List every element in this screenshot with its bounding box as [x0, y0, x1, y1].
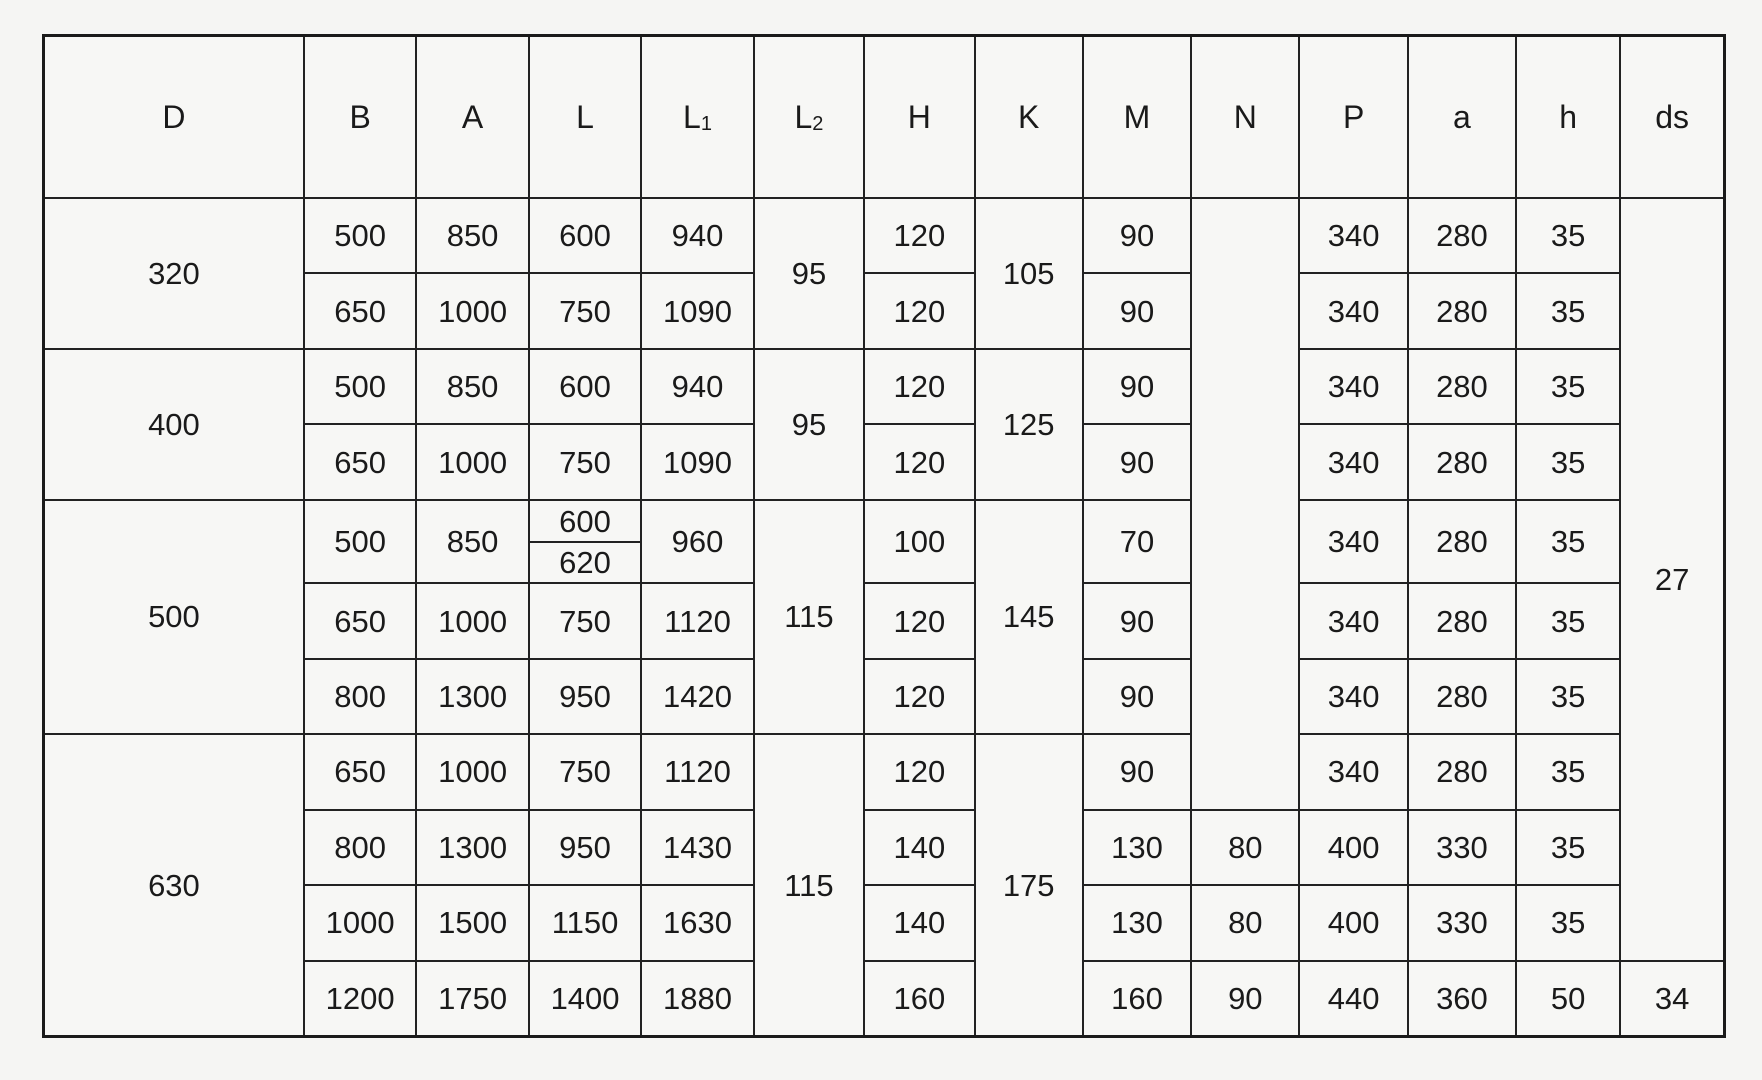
- cell-L: 600: [529, 198, 641, 273]
- cell-L1: 1090: [641, 424, 753, 499]
- cell-h: 35: [1516, 198, 1620, 273]
- cell-h: 35: [1516, 424, 1620, 499]
- cell-M: 90: [1083, 273, 1191, 348]
- header-row: [44, 36, 1725, 199]
- cell-N: 90: [1191, 961, 1299, 1037]
- cell-L1: 960: [641, 500, 753, 584]
- cell-H: 120: [864, 349, 974, 424]
- cell-L: 750: [529, 583, 641, 658]
- cell-h: 35: [1516, 810, 1620, 885]
- cell-B: 1000: [304, 885, 416, 960]
- cell-M: 90: [1083, 659, 1191, 734]
- cell-P: 340: [1299, 273, 1407, 348]
- cell-P: 400: [1299, 810, 1407, 885]
- cell-a: 280: [1408, 349, 1516, 424]
- cell-A: 1000: [416, 273, 528, 348]
- cell-P: 340: [1299, 500, 1407, 584]
- cell-B: 650: [304, 424, 416, 499]
- cell-L: 600: [529, 349, 641, 424]
- cell-L: 750: [529, 734, 641, 809]
- cell-P: 340: [1299, 198, 1407, 273]
- cell-L-upper: 600: [559, 503, 611, 539]
- cell-D: 320: [44, 198, 304, 349]
- cell-L-lower: 620: [530, 541, 640, 582]
- cell-h: 35: [1516, 500, 1620, 584]
- cell-M: 90: [1083, 198, 1191, 273]
- cell-A: 1750: [416, 961, 528, 1037]
- cell-A: 850: [416, 500, 528, 584]
- cell-M: 70: [1083, 500, 1191, 584]
- cell-a: 280: [1408, 198, 1516, 273]
- dimension-table: [42, 34, 1726, 1038]
- cell-L1: 1120: [641, 734, 753, 809]
- cell-L1: 1090: [641, 273, 753, 348]
- cell-h: 35: [1516, 734, 1620, 809]
- cell-B: 800: [304, 659, 416, 734]
- header-A: A: [416, 36, 528, 199]
- cell-A: 1000: [416, 583, 528, 658]
- cell-M: 90: [1083, 583, 1191, 658]
- cell-H: 120: [864, 273, 974, 348]
- cell-h: 35: [1516, 885, 1620, 960]
- table-row: [44, 734, 1725, 809]
- header-H: H: [864, 36, 974, 199]
- cell-A: 850: [416, 349, 528, 424]
- cell-M: 130: [1083, 885, 1191, 960]
- cell-B: 650: [304, 734, 416, 809]
- cell-h: 35: [1516, 273, 1620, 348]
- cell-M: 160: [1083, 961, 1191, 1037]
- header-L: L: [529, 36, 641, 199]
- cell-a: 280: [1408, 500, 1516, 584]
- cell-H: 140: [864, 810, 974, 885]
- cell-P: 340: [1299, 349, 1407, 424]
- cell-L1: 1880: [641, 961, 753, 1037]
- cell-D: 500: [44, 500, 304, 734]
- header-M: M: [1083, 36, 1191, 199]
- table-row: [44, 500, 1725, 584]
- cell-A: 1000: [416, 734, 528, 809]
- cell-A: 850: [416, 198, 528, 273]
- cell-K: 145: [975, 500, 1083, 734]
- cell-B: 800: [304, 810, 416, 885]
- cell-L: 750: [529, 424, 641, 499]
- cell-a: 360: [1408, 961, 1516, 1037]
- cell-L: 950: [529, 659, 641, 734]
- cell-L: 1400: [529, 961, 641, 1037]
- cell-N: 80: [1191, 885, 1299, 960]
- cell-H: 120: [864, 583, 974, 658]
- header-K: K: [975, 36, 1083, 199]
- cell-A: 1300: [416, 810, 528, 885]
- cell-L: 950: [529, 810, 641, 885]
- cell-h: 35: [1516, 659, 1620, 734]
- cell-N: 80: [1191, 810, 1299, 885]
- table-row: [44, 349, 1725, 424]
- cell-h: 35: [1516, 349, 1620, 424]
- cell-K: 105: [975, 198, 1083, 349]
- cell-H: 140: [864, 885, 974, 960]
- cell-P: 400: [1299, 885, 1407, 960]
- cell-L-split: [529, 500, 641, 584]
- cell-ds: 27: [1620, 198, 1724, 961]
- cell-L2: 95: [754, 198, 864, 349]
- cell-L1: 1120: [641, 583, 753, 658]
- cell-H: 120: [864, 424, 974, 499]
- cell-B: 650: [304, 583, 416, 658]
- header-P: P: [1299, 36, 1407, 199]
- cell-M: 90: [1083, 734, 1191, 809]
- cell-h: 50: [1516, 961, 1620, 1037]
- cell-L1: 1430: [641, 810, 753, 885]
- cell-K: 175: [975, 734, 1083, 1036]
- cell-B: 500: [304, 349, 416, 424]
- cell-D: 630: [44, 734, 304, 1036]
- cell-L: 750: [529, 273, 641, 348]
- cell-L2: 115: [754, 734, 864, 1036]
- cell-N: [1191, 198, 1299, 810]
- header-L2: $L_2$: [754, 36, 864, 199]
- cell-H: 120: [864, 734, 974, 809]
- cell-P: 340: [1299, 583, 1407, 658]
- table-row: [44, 198, 1725, 273]
- cell-a: 280: [1408, 273, 1516, 348]
- cell-P: 340: [1299, 659, 1407, 734]
- cell-B: 500: [304, 198, 416, 273]
- cell-L1: 940: [641, 349, 753, 424]
- cell-M: 90: [1083, 424, 1191, 499]
- cell-D: 400: [44, 349, 304, 500]
- cell-a: 330: [1408, 885, 1516, 960]
- header-B: B: [304, 36, 416, 199]
- cell-h: 35: [1516, 583, 1620, 658]
- cell-A: 1000: [416, 424, 528, 499]
- cell-L: 1150: [529, 885, 641, 960]
- cell-a: 330: [1408, 810, 1516, 885]
- cell-B: 650: [304, 273, 416, 348]
- cell-L2: 95: [754, 349, 864, 500]
- cell-A: 1500: [416, 885, 528, 960]
- cell-a: 280: [1408, 583, 1516, 658]
- cell-M: 130: [1083, 810, 1191, 885]
- header-N: N: [1191, 36, 1299, 199]
- cell-L1: 1420: [641, 659, 753, 734]
- cell-P: 340: [1299, 424, 1407, 499]
- cell-B: 500: [304, 500, 416, 584]
- cell-a: 280: [1408, 424, 1516, 499]
- header-h: h: [1516, 36, 1620, 199]
- cell-L1: 1630: [641, 885, 753, 960]
- cell-H: 100: [864, 500, 974, 584]
- cell-a: 280: [1408, 659, 1516, 734]
- cell-H: 120: [864, 659, 974, 734]
- cell-A: 1300: [416, 659, 528, 734]
- cell-H: 160: [864, 961, 974, 1037]
- cell-K: 125: [975, 349, 1083, 500]
- header-a: a: [1408, 36, 1516, 199]
- cell-M: 90: [1083, 349, 1191, 424]
- header-D: D: [44, 36, 304, 199]
- cell-L1: 940: [641, 198, 753, 273]
- cell-ds: 34: [1620, 961, 1724, 1037]
- header-ds: ds: [1620, 36, 1724, 199]
- cell-L2: 115: [754, 500, 864, 734]
- cell-a: 280: [1408, 734, 1516, 809]
- cell-B: 1200: [304, 961, 416, 1037]
- cell-H: 120: [864, 198, 974, 273]
- cell-P: 440: [1299, 961, 1407, 1037]
- split-value: [530, 502, 640, 582]
- header-L1: $L_1$: [641, 36, 753, 199]
- cell-P: 340: [1299, 734, 1407, 809]
